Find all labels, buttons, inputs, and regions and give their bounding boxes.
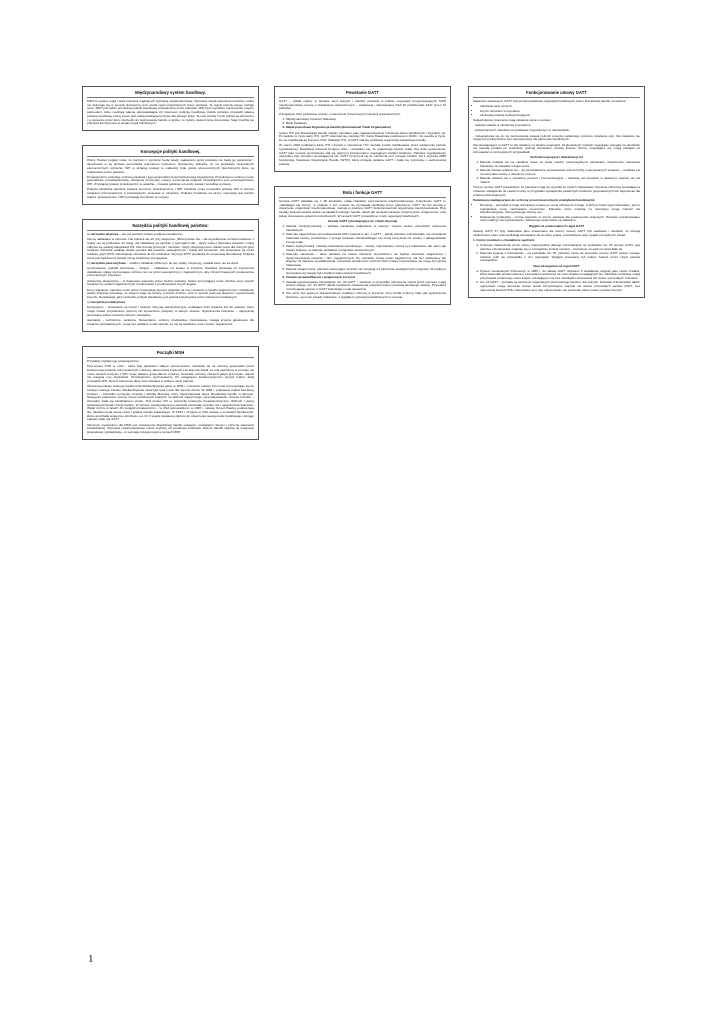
section-powstanie-gatt [274, 86, 451, 172]
paragraph: - zwiększania ich zasobów na podstawie uzgodnionym w rokowaniach, [473, 128, 570, 133]
principles-list [279, 225, 446, 300]
subheading: 1. Formy zwolnień o charakterze ogólnym [473, 237, 535, 242]
column-left [82, 86, 259, 454]
exemptions-list [473, 244, 640, 263]
unfair-practices-list [473, 204, 640, 223]
list-item: b. Art. 24 GATT – zezwala na tworzenie regionalnych stref wolnego handlu i unii celnych. Państwa członkowskie takich ugrupowań mogą stosować wobec siebie korzystniejsze warunki niż wobec pozostałych państw GATT, bez naruszania klauzuli KNU. Warunkiem jest, aby ugrupowanie nie podnosiło barier wobec państw trzecich. [480, 281, 640, 292]
section-title: Rola i funkcje GATT [279, 189, 446, 198]
paragraph: Pod koniec XVIII w. USA – które były państwem słabym ekonomicznie, nastawiły się na ochronę gospodarki przed konkurencją towarów przemysłowych z Europy. Ekonomista Fryderyk List argumentował, że kraj opóźniony w rozwoju nie może odnieść korzyści z WH. Kraje słabsze gospodarczo powinny stosować ochronę młodych gałęzi przemysłu, dopóki nie osiągną one dojrzałości. Protekcjonizm wychowawczy. Po osiągnięciu konkurencyjności pozycji należy dalej prowadzić WH. Idea ta była przez długi czas wiodąca w polityce wielu państw. [87, 364, 254, 383]
section-narzedzia [82, 219, 259, 332]
column-right [468, 86, 645, 312]
paragraph: subwencje eksportowe – to finansowe wsparcie przez budżet państwa. Sektor korzystający może obniżać ceny swoich towarów na rynkach zagranicznych i konkurować z producentami innych krajów. [87, 278, 254, 287]
list-item: a. System Generalnych Preferencji: w 1965 r. do układu GATT dopisano 3 dodatkowe artykuły jako część czwartą, która zawierała postanowienia o stosowaniu preferencji na rzecz krajów rozwijających się. Państwa rozwinięte mogą przyznawać preferencje celne krajom rozwijającym się bez obowiązku stosowania ich wobec pozostałych członków. [480, 270, 640, 281]
section-title: Początki MSH [87, 349, 254, 358]
list-heading: a) narzędzia taryfowe – cła (od wartości towaru podanej na fakturze) [87, 231, 183, 236]
paragraph: wyrównawcze podatki importowe – Aliquot – nakładane na towary w imporcie. Państwa pobierają od importerów dodatkowe opłaty wyrównujące różnicę cen na rynku wewnętrznym i zagranicznym, aby chronić krajowych producentów przed tańszym importem. [87, 266, 254, 278]
list-heading: b) narzędzia para-taryfowe – środki o działaniu zbliżonym do ceł; opłaty i depozyty, podatki które nie są cłami. [87, 260, 239, 265]
page-number: 1 [88, 953, 94, 965]
subheading: Dwa odstępstwa od reguł GATT [533, 263, 580, 268]
list-item: 8. Cło może być jedynym dopuszczalnym środkiem ochrony w imporcie. Inne środki ochrony, takie jak ograniczenia ilościowe, są co do zasady zakazane, z wyjątkiem sytuacji przewidzianych w umowie. [286, 292, 446, 299]
list-item: 2. Metoda liniowa redukcji ceł – jej wprowadzenie spowodowało wzrost liczby negocjowanych towarów – redukcja ceł na wszystkie towary o określony procent. [480, 169, 640, 176]
paragraph: Obecnym wyzwaniem dla MSH jest zwiększenie liberalizacji handlu usługami, produktami rolnymi i ochrona własności intelektualnej. Wymiana międzynarodowa rośnie szybciej niż produkcja światowa. Wzrost handlu wpływa na integrację gospodarek i globalizację, co wymaga rozwoju reguł w ramach MSH. [87, 422, 254, 435]
tasks-list [473, 105, 640, 117]
section-title: Międzynarodowy system handlowy. [87, 89, 254, 98]
subheading: Wyjątki od uniwersalnych reguł GATT [528, 223, 585, 228]
list-heading: c) narzędzia pozataryfowe [87, 300, 126, 305]
list-item: b. Klauzula wyjęcia z zobowiązań – na podstawie art. 35, państwo może nie stosować umowy GATT wobec nowego członka, jeśli nie prowadziło z nim negocjacji. Wyjątek stosowany był wobec Japonii przez część państw europejskich. [480, 252, 640, 263]
paragraph: standardy – techniczne, sanitarne, fitosanitarne, ochrony środowiska. Ustanawiane zostają kryteria jakościowe dla towarów sprowadzanych, mogą być ustalane w taki sposób, że nie są spełniane przez towary zagraniczne. [87, 318, 254, 326]
paragraph: Zadaniem statutowym GATT było przeprowadzanie negocjacji handlowych celem liberalizacji handlu na świecie: [473, 99, 627, 103]
paragraph: Obszarną politykę wolnego handlu była Wielka Brytania gdzie w 1846 r. zniesiono ustawy Corn Law przyczyniając się do rozwoju wolnego handlu. Wielka Brytania otworzyła swój rynek dla importu zboża. W 1860 r. podpisano traktat handlowy Cobden – Chevalier pomiędzy Francją i Wielką Brytanią, który zapoczątkował okres liberalizacji handlu w Europie. Następnie podpisano szereg umów handlowych opartych na klauzuli najwyższego uprzywilejowania. Umowa Cobden – Chevalier stała się katalizatorem zmian. Pod koniec XIX w. powróciły tendencje protekcjonistyczne. Wybuch I wojny światowej przerwał rozwój handlu. W okresie międzywojennym państwa stosowały wysokie cła i ograniczenia ilościowe. Wielki kryzys w latach 30. pogłębił protekcjonizm – w USA wprowadzono w 1930 r. ustawę Smoot-Hawley podnoszącą cła. Skutkiem była wojna celna i spadek handlu światowego. W 1934 r. przyjęto w USA ustawę o umowach handlowych, która umożliwiła wzajemne obniżanie ceł. Po II wojnie światowej dążono do utworzenia nowego ładu handlowego, którego efektem stało się GATT. [87, 384, 254, 422]
list-item: 5. Zasada wzajemności: państwa dokonujące obniżek ceł oczekują od partnerów analogicznych ustępstw. W praktyce stosowanie tej zasady było źródłem wielu sporów handlowych. [286, 268, 446, 275]
section-title: Powstanie GATT [279, 89, 446, 98]
list-item: 3. Zakaz dyskryminacji: zasadą traktowania narodowego – towary importowane muszą być traktowane tak samo jak towary krajowe, w zakresie podatków i przepisów wewnętrznych. [286, 245, 446, 252]
section-koncepcje [82, 145, 259, 205]
techniques-list [473, 161, 640, 184]
list-item: 2. Bank Światowy [286, 122, 446, 126]
paragraph: Umowa GATT składała się z 38 artykułów, miała charakter porozumienia międzyrządowego. Członkowie GATT to „układające się strony”, w związku z tym umowa nie wymagała ratyfikacji przez parlamenty. GATT nie był umową o utworzeniu organizacji międzynarodowej. Jednak w praktyce GATT funkcjonował jak organizacja międzynarodowa. Były zasady funkcjonowania oparte na ideałach wolnego handlu, takich jak niedyskryminacja, przejrzystość, wzajemność, oraz zakaz stosowania ograniczeń ilościowych. W ramach GATT prowadzono rundy negocjacji handlowych. [279, 198, 446, 218]
list-item: • Subwencja (subsydia) – forma wsparcia ze strony państwa dla producentów krajowych. Państwo poszkodowane może nałożyć cła wyrównawcze. Subwencje eksportowe są zakazane. [480, 216, 640, 223]
deviations-list [473, 270, 640, 293]
list-item: 1. Zasada niedyskryminacji – polityka handlowa traktowana w równym stopniu wobec wszystkich partnerów handlowych. [286, 225, 446, 232]
list-item: 3. Międzynarodowa Organizacja Handlu (International Trade Organization) [286, 126, 446, 130]
paragraph: Zasady GATT 47 były traktowane jako uniwersalne ale twórcy umowy GATT byli realistami i wiedzieli, że istnieją okoliczności, które uniemożliwiają stosowanie się do litery prawa, przewidziano więc wyjątki od ogólnych zasad. [473, 228, 640, 237]
section-title: Funkcjonowanie umowy GATT [473, 89, 640, 98]
paragraph: Państwa posiadają prawo do ochrony przed nieuczciwymi praktykami handlowymi: [473, 197, 596, 202]
section-funkcjonowanie-gatt [468, 86, 645, 298]
paragraph: kursy walutowe: państwo może przez manipulację kursem wpływać na ceny towarów w handlu zagranicznym. Osłabienie waluty krajowej powoduje, że eksport staje się tańszy, a import droższy. Jest to sposób promocji eksportu i ograniczania importu. Dewaluacja, jako narzędzie polityki handlowej, jest jednak krytykowana przez partnerów handlowych. [87, 287, 254, 299]
section-rola-gatt [274, 186, 451, 305]
paragraph: MSH to system reguł i praw instytucji rządzących wymianą międzynarodową. Wymiana międzynarodowa towarów i usług nie dokonuje się w sposób chaotyczny lecz wedle reguł uzgodnionych przez państwa. Te reguły tworzą swego rodzaju ramy. MSH jest także pochodną polityki handlowej prowadzonej przez państwa. MSH jest wynikiem kompromisu między partnerami, które realizują własną odpowiadającą ich interesom politykę handlową. Każde państwo prowadzi własną politykę handlową, której celem jest maksymalizacja korzyści dla danego kraju. Te cele każdej z tych polityk są sprzeczne i w stosunku przez który dochodzi do zaprzestania handlu w Igdzie, co byłoby niekorzystne dla państw. Stąd zrodziła się potrzeba kompromisu w postaci reguł handlowych. [87, 99, 254, 126]
list-item: • eliminacja praktyk dyskryminujących. [480, 114, 640, 118]
subheading: Zasady GATT (obowiązujące do chwili obecnej) [327, 218, 398, 223]
paragraph: - redukcji stawek w określonej procedurze, [473, 123, 532, 128]
paragraph: W marcu 1948 podpisano kartę ITO. Umowa o utworzeniu ITO musiała zostać ratyfikowana przez parlamenty państw sygnatariuszy. Ratyfikacji odmówił Kongres USA – obawiano się, że organizacja będzie miała zbyt duże uprawnienia. GATT jako umowa tymczasowa stał się jedynym instrumentem regulującym handel światowy. Państwa sygnatariusze nazywane były stronami umawiającymi się. GATT przyczynił się do obniżenia ceł i rozwoju handlu. Od 1 stycznia 1995 funkcjonuje Światowa Organizacja Handlu (WTO), która przejęła zadania GATT i stała się instytucją z osobowością prawną. [279, 143, 446, 166]
list-item: 7. Zasada egzekwowania zobowiązań: art. 22 GATT – państwa w przypadku naruszenia zasad przez partnera mogą wnieść skargę. Art. 23 GATT dawał możliwość zawieszenia ustępstw wobec państwa łamiącego zasady. Procedura rozstrzygania sporów w GATT była długa i mało skuteczna. [286, 281, 446, 292]
paragraph: Z inicjatywy USA podpisano umowy o utworzeniu 3 kluczowych instytucji gospodarczych: [279, 111, 401, 116]
list-item: • innych utrudnień w wymianie, [480, 110, 640, 114]
list-item: a. Czasowe zawieszenie przez strony wykonywania danego zobowiązania na podstawie art. 25 umowy GATT, gdy państwo członkowskie znajduje się w szczególnie trudnej sytuacji – zwolnienie na ogół na okres kilku lat. [480, 244, 640, 251]
list-item: 4. Klauzula narodowa – dane państwo na swoim obszarze terytorialnym nie będzie stosować zagraniczne i dyskryminowania towarów i firm zagranicznych. Po odprawie celnej towar zagraniczny ma być traktowany jak krajowy. W zakresie opodatkowania, przepisów sanitarnych i technicznych towary importowane nie mogą być gorzej traktowane. [286, 253, 446, 268]
paragraph: Cła są nakładane w imporcie. Nie pobiera się ich przy eksporcie. (Rzeczywiste cła – cła są pobierane od wielu towarów, z reguły nie są pobierane od usług; cła nakładane są zgodnie z wymogami UE – taryfy celne.) Wymiana towarów i usług odbywa się według klasyfikacji HS. Cła chronią przemysł i rolnictwo. Taryfy obejmują różne stawki celne dla różnych grup towarów. Państwa ustalają stawki wysokie dla towarów strategicznych i niskie dla surowców. Cła stosowane są coraz rzadziej, gdyż WTO zobowiązuje członków do ich obniżania. Wymogi WTO prowadzą do stopniowej liberalizacji. Polityka celna jest zależna od polityki celnej wspólnoty europejskiej. [87, 237, 254, 260]
paragraph: Twórcy umowy GATT przewidzieli, że państwa mogą się wycofać ze swoich zobowiązań. Klauzule ochronne pozwalają na czasowe odstąpienie od zasad umowy w przypadku wystąpienia poważnych trudności gospodarczych lub zagrożenia dla producentów krajowych. [473, 185, 640, 197]
column-middle [274, 86, 451, 319]
list-item: 3. Metoda redukcji ceł o określony procent i harmonizacyjna – redukcja ceł wysokich w większym stopniu niż ceł niskich. [480, 177, 640, 184]
paragraph: - zobowiązania się do nie podnoszenia stawek celnych powyżej ustalonego poziomu (wiązanie ceł). Cła związane nie mogą być podwyższane bez rekompensaty dla partnerów handlowych. [473, 133, 640, 142]
section-msh [82, 86, 259, 131]
paragraph: Cła obowiązujące w GATT to cła ustalone na drodze negocjacji. W pierwszych rundach negocjacje polegały na obniżaniu ceł metodą produkt po produkcie, później stosowano metody liniowe. Strony umawiające się mogą odstąpić od zobowiązań w szczególnych przypadkach. [473, 142, 640, 154]
list-item: • Dumping – sprzedaż w kraju docelowym towaru po cenie niższej niż w kraju, w którym towar wyprodukowano, jest to manipulacja ceną, zachowanie nieuczciwe. Państwa, które ucierpią na dumpingu mogą nałożyć cła antydumpingowe. Cła wyrównują różnicę cen. [480, 204, 640, 215]
paragraph: GATT – (układ ogólny w sprawie taryf celnych i handlu) państwa w trakcie negocjacji przygotowujących MSH międzynarodową umowę o charakterze wielostronnym – podpisana i zainicjowana USA 30 października 1947 przez 23 państwa. [279, 99, 446, 111]
institutions-list [279, 118, 446, 130]
section-poczatki [82, 346, 259, 440]
paragraph: Najważniejsze znaczenie mają ustalenia celne w postaci: [473, 118, 552, 122]
paragraph: Wolny Handel pogląd mówi, że korzyści z wymiany będą wtedy największe jeżeli państwa nie będą jej ograniczać i decydować w tej sprawie pozostawią podmiotom rynkowym. Zwolennicy twierdzą, że na podstawie racjonalnych ekonomicznych wyborów. WH w skrajnej postaci to całkowity brak granic ekonomicznych (kontrolnych) które są realizowane przez państwo. [87, 158, 254, 174]
paragraph: Przykłady utylitarnego protekcjonizmu: [87, 358, 140, 363]
section-title: Narzędzia polityki handlowej państwa: [87, 222, 254, 231]
section-title: Koncepcje polityki handlowej. [87, 148, 254, 157]
subheading: Techniki negocjacji i liberalizacji ceł [530, 155, 583, 160]
paragraph: kontyngenty – stosowane na import i eksport. Decyzje administracyjne, ustalające ilość towarów lub ich wartość, które mogą zostać przywiezione (import) lub wywiezione (eksport) w danym okresie. Ograniczenia ilościowe – najczęściej stosowane wobec towarów rolnych i tekstyliów. [87, 305, 254, 317]
list-item: 2. Klauzula najwyższego uprzywilejowania KNU zawarta w art. 1 GATT – każde państwo członkowskie ma obowiązek traktować towary pochodzące z innego państwa członkowskiego nie mniej korzystnie niż towary z jakiegokolwiek innego kraju. [286, 233, 446, 244]
paragraph: Polityka handlowa państwa zawiera elementy protekcjonizmu i WH. Państwa może prowadzić politykę WH w obrocie towarami przemysłowymi a protekcjonizm stosować w rolnictwie. Polityka handlowa od strony motywacji jest bardzo ważna -protekcjonizm i WH pozwalają zrozumieć te motywy. [87, 187, 254, 199]
paragraph: Celem ITO jest liberalizacja handlu między narodami, jako zagwarantowanie zniesienia barier handlowych i wysokich ceł. Po wejściu w życie karty ITO, GATT miał stać się częścią ITO. Karta Hawańska podpisana w 1948 r. nie weszła w życie, bo nie ratyfikował jej Kongres USA. Zabrakło ITO, a GATT stał się podstawą organizacji światowego handlu. [279, 130, 446, 143]
list-item: • obniżanie taryf celnych, [480, 105, 640, 109]
list-item: 1. Międzynarodowy Fundusz Walutowy [286, 118, 446, 122]
list-item: 6. Zasada sprawiedliwości i wzajemnych korzyści [286, 276, 446, 280]
list-item: 1. Metoda redukcji ceł na zasadzie towar za towar między poszczególnymi państwami. Dwustronne rokowania handlowe na zasadzie wzajemności. [480, 161, 640, 168]
paragraph: Protekcjonizm: postuluje ochronę państwa i jego gospodarki przed konkurencją zagraniczną. Przedmiotem ochrony może gospodarka, przedsiębiorstwa, określone przemysły, towary, konsumpcja krajowa. Protekcjonizm jest przeciwieństwem WH. W skrajnej postaci protekcjonizm to autarkia – izolacja państwa od reszty świata i wszelkiej wymiany. [87, 174, 254, 187]
